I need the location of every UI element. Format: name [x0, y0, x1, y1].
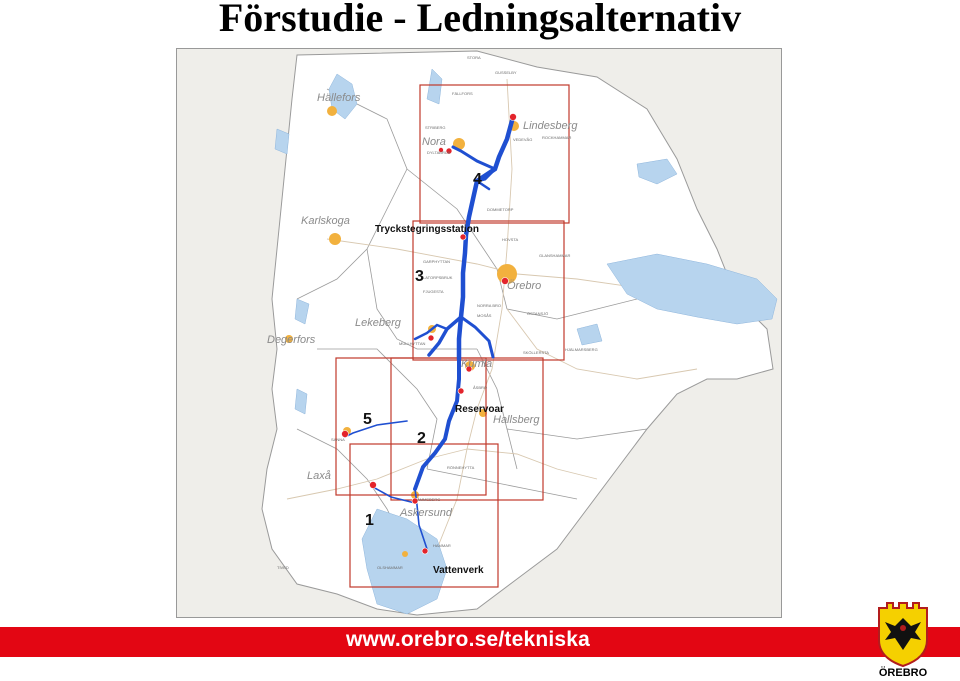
place-label: FJUGESTA — [423, 289, 444, 294]
town-label-hallefors: Hällefors — [317, 92, 361, 104]
place-label: ÅMMEBERG — [417, 497, 441, 502]
alternative-5-label: 5 — [363, 411, 372, 428]
place-label: VEDEVÅG — [513, 137, 533, 142]
town-label-lindesberg: Lindesberg — [523, 120, 578, 132]
county-area — [262, 51, 773, 615]
town-label-orebro: Örebro — [507, 280, 542, 292]
place-label: MULLHYTTAN — [399, 341, 426, 346]
place-label: OLSHAMMAR — [377, 565, 403, 570]
place-label: RÖNNEHYTTA — [447, 465, 475, 470]
place-label: SANNA — [331, 437, 345, 442]
label-tryckstegringsstation: Tryckstegringsstation — [375, 224, 479, 235]
town-label-nora: Nora — [422, 136, 446, 148]
place-label: GLANSHAMMAR — [539, 253, 571, 258]
place-label: ROCKHAMMAR — [542, 135, 572, 140]
place-label: GUSSELBY — [495, 70, 517, 75]
place-label: HJÄLMARSBERG — [565, 347, 598, 352]
place-label: ÅSBRO — [473, 385, 488, 390]
place-label: DYLTABRUK — [427, 150, 451, 155]
place-label: STRIBERG — [425, 125, 446, 130]
label-vattenverk: Vattenverk — [433, 565, 484, 576]
place-label: LATORPSBRUK — [423, 275, 453, 280]
town-label-hallsberg: Hallsberg — [493, 414, 540, 426]
footer-url-link[interactable]: www.orebro.se/tekniska — [346, 628, 591, 651]
map-canvas[interactable] — [177, 49, 781, 617]
place-label: SKÖLLERSTA — [523, 350, 549, 355]
label-reservoar: Reservoar — [455, 404, 504, 415]
alternative-2-label: 2 — [417, 430, 426, 447]
alternative-1-label: 1 — [365, 512, 374, 529]
town-label-degerfors: Degerfors — [267, 334, 316, 346]
alternative-3-label: 3 — [415, 268, 424, 285]
place-label: HOVSTA — [502, 237, 519, 242]
alternative-4-label: 4 — [473, 171, 482, 188]
town-label-laxa: Laxå — [307, 470, 331, 482]
place-label: NORRA BRO — [477, 303, 502, 308]
town-label-karlskoga: Karlskoga — [301, 215, 350, 227]
place-label: STORA — [467, 55, 481, 60]
town-label-askersund: Askersund — [400, 507, 452, 519]
place-label: FÄLLFORS — [452, 91, 473, 96]
page-title: Förstudie - Ledningsalternativ — [218, 0, 742, 40]
place-label: MOSÅS — [477, 313, 492, 318]
crest-logo-text: ÖREBRO — [878, 667, 928, 679]
place-label: ÖSTANSJÖ — [527, 311, 549, 316]
town-label-lekeberg: Lekeberg — [355, 317, 401, 329]
place-label: DOMMETORP — [487, 207, 514, 212]
town-label-kumla: Kumla — [461, 358, 493, 370]
map[interactable] — [176, 48, 782, 618]
orebro-crest-icon — [873, 600, 933, 668]
place-label: GARPHYTTAN — [423, 259, 451, 264]
place-label: TIVED — [277, 565, 289, 570]
place-label: HAMMAR — [433, 543, 451, 548]
